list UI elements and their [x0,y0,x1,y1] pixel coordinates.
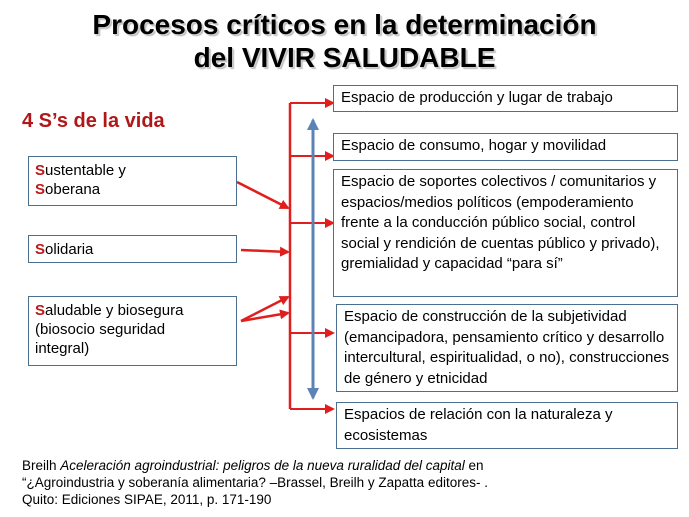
title-line-1: Procesos críticos en la determinación [92,9,597,40]
right-box-naturaleza [336,402,678,449]
citation-line-2: “¿Agroindustria y soberanía alimentaria? –Brassel, Breilh y Zapatta editores- . [22,475,488,490]
left-box-text: ustentable y [45,162,126,179]
left-box-sustentable [28,156,237,206]
subtitle: 4 S’s de la vida [22,110,165,132]
initial-letter: S [35,302,46,319]
left-box-text: olidaria [45,241,94,258]
right-box-text: Espacio de consumo, hogar y movilidad [341,137,607,154]
left-box-text: oberana [45,181,101,198]
right-box-produccion [333,85,678,112]
initial-letter: S [35,181,46,198]
title-line-2: del VIVIR SALUDABLE [193,42,496,73]
left-box-text: aludable y biosegura (biosocio seguridad integral) [35,302,184,357]
red-arrow-icon [237,182,288,208]
red-arrow-icon [241,250,288,252]
initial-letter: S [35,162,46,179]
left-box-solidaria [28,235,237,263]
citation-author: Breilh [22,458,61,473]
right-box-subjetividad [336,304,678,392]
initial-letter: S [35,241,46,258]
right-box-consumo [333,133,678,161]
citation-work-title: Aceleración agroindustrial: peligros de la nueva ruralidad del capital [60,458,465,473]
left-box-saludable [28,296,237,366]
right-box-text: Espacio de soportes colectivos / comunitarios y espacios/medios políticos (empoderamiento frente a la conducción público social, control social y rendición de cuentas público y privado), gremialidad y capacidad “para sí” [341,173,660,272]
right-box-soportes-colectivos [333,169,678,297]
right-box-text: Espacios de relación con la naturaleza y ecosistemas [344,406,613,444]
citation-line-3: Quito: Ediciones SIPAE, 2011, p. 171-190 [22,492,272,507]
citation [22,457,672,508]
right-box-text: Espacio de producción y lugar de trabajo [341,89,613,106]
right-box-text: Espacio de construcción de la subjetividad (emancipadora, pensamiento crítico y desarrollo intercultural, espiritualidad, o no), construcciones de género y etnicidad [344,308,670,387]
citation-rest: en [464,458,484,473]
